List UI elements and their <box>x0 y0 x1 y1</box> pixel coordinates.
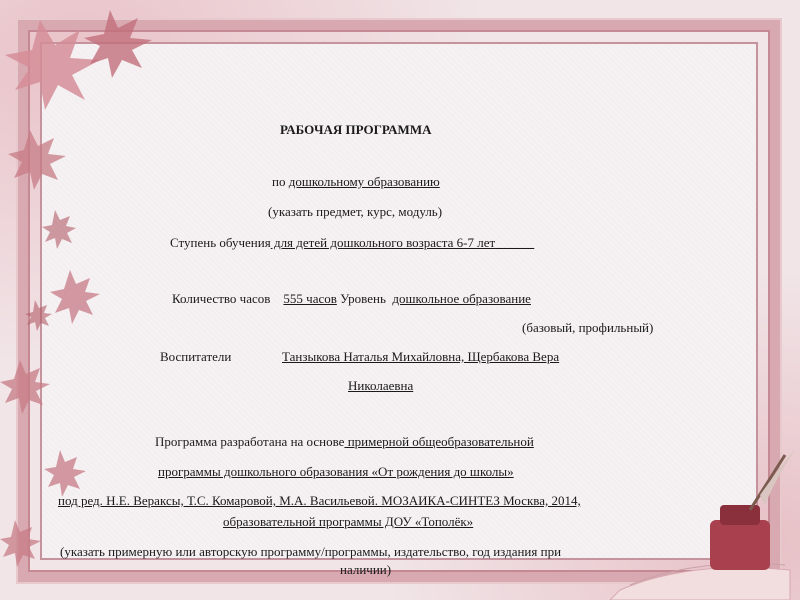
hours-value: 555 часов <box>283 291 337 306</box>
level-label: Ступень обучения <box>170 235 271 250</box>
program-line3: под ред. Н.Е. Вераксы, Т.С. Комаровой, М.А. Васильевой. МОЗАИКА-СИНТЕЗ Москва, 2014, <box>58 493 581 508</box>
subject-prefix: по <box>272 174 289 189</box>
subject-line <box>272 174 440 190</box>
program-line1 <box>155 434 534 450</box>
subject-value: дошкольному образованию <box>288 174 440 189</box>
level-line <box>170 235 534 251</box>
level-blank: ______ <box>495 235 535 250</box>
grade-label: Уровень <box>336 291 390 306</box>
subject-hint: (указать предмет, курс, модуль) <box>268 204 443 219</box>
program-line1-tail: примерной общеобразовательной <box>344 434 534 449</box>
document-content <box>40 42 758 582</box>
program-hint-line1: (указать примерную или авторскую программу/программы, издательство, год издания при <box>60 544 562 559</box>
grade-hint: (базовый, профильный) <box>522 320 654 335</box>
teachers-value-line2: Николаевна <box>348 378 414 393</box>
hours-line <box>172 291 531 307</box>
teachers-line <box>160 349 231 365</box>
level-value: для детей дошкольного возраста 6-7 лет <box>270 235 496 250</box>
document-title: РАБОЧАЯ ПРОГРАММА <box>280 122 432 137</box>
program-hint-line2: наличии) <box>340 562 392 577</box>
hours-label: Количество часов <box>172 291 271 306</box>
program-line2: программы дошкольного образования «От рождения до школы» <box>158 464 514 479</box>
grade-value: дошкольное образование <box>392 291 531 306</box>
program-line4: образовательной программы ДОУ «Тополёк» <box>223 514 474 529</box>
teachers-value-line1: Танзыкова Наталья Михайловна, Щербакова Вера <box>282 349 560 364</box>
teachers-label: Воспитатели <box>160 349 232 364</box>
program-intro: Программа разработана на основе <box>155 434 345 449</box>
